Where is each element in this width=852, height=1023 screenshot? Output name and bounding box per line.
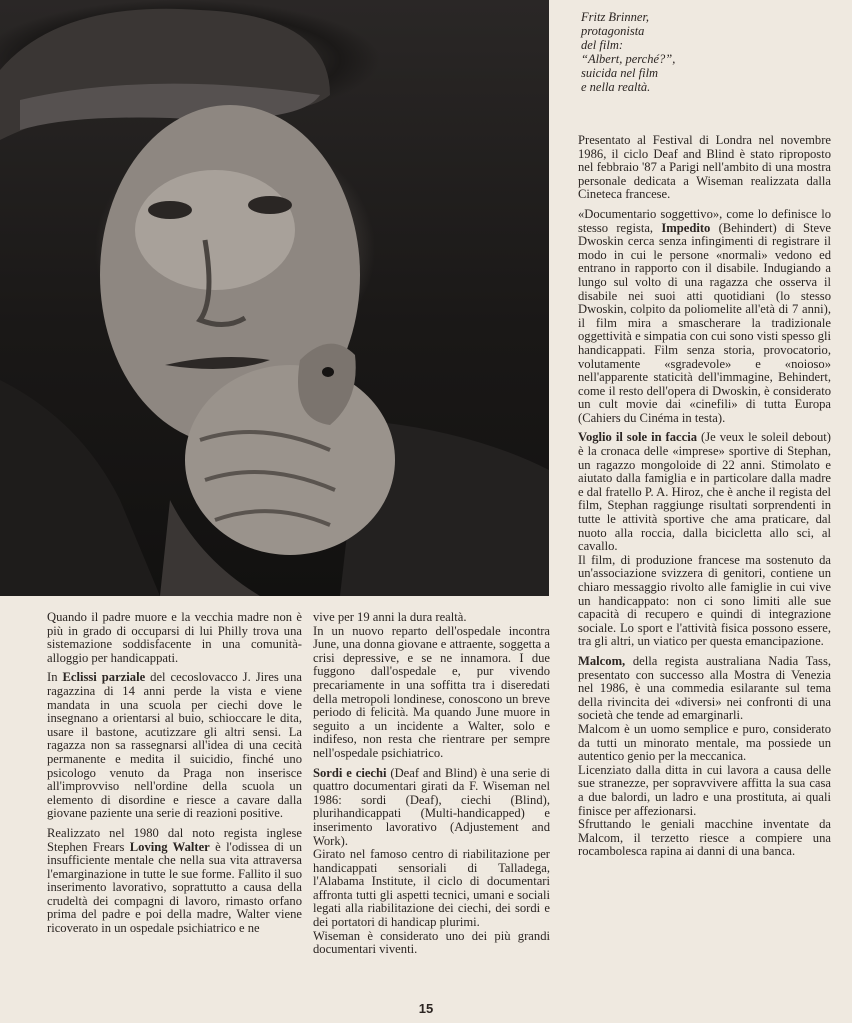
paragraph: Il film, di produzione francese ma sostenuto da un'associazione svizzera di genitori, contiene un chiaro messaggio rivolto alle famiglie in cui vive un handicappato: non ci sono limiti alle sue capacità di recupero e quindi di integrazione sociale. Lo sport e l'attività fisica possono essere, tra gli altri, un viatico per questa emancipazione. bbox=[578, 552, 831, 649]
paragraph: Malcom è un uomo semplice e puro, considerato da tutti un minorato mentale, ma possiede un autentico genio per la meccanica. bbox=[578, 721, 831, 764]
caption-line: del film: bbox=[581, 38, 624, 52]
caption-line: protagonista bbox=[581, 24, 645, 38]
portrait-photo bbox=[0, 0, 549, 596]
paragraph: In un nuovo reparto dell'ospedale incontra June, una donna giovane e attraente, soggetta a crisi depressive, e se ne innamora. I due fuggono dall'ospedale e, pur vivendo precariamente in una soffitta tra i diseredati della metropoli londinese, conoscono un breve periodo di felicità. Ma quando June muore in seguito a un incidente a Walter, solo e indifeso, non resta che rientrare per sempre nell'ospedale psichiatrico. bbox=[313, 623, 550, 760]
portrait-illustration bbox=[0, 0, 549, 596]
paragraph: Malcom, della regista australiana Nadia Tass, presentato con successo alla Mostra di Venezia nel 1986, è una commedia esilarante sul tema della rivincita dei «diversi» nei confronti di una società che tende ad emarginarli. bbox=[578, 653, 831, 723]
paragraph: Quando il padre muore e la vecchia madre non è più in grado di occuparsi di lui Philly trova una sistemazione soddisfacente in una comunità-alloggio per handicappati. bbox=[47, 610, 302, 665]
paragraph: vive per 19 anni la dura realtà. bbox=[313, 610, 467, 624]
caption-line: “Albert, perché?”, bbox=[581, 52, 676, 66]
film-title: Eclissi parziale bbox=[62, 670, 146, 685]
paragraph: Licenziato dalla ditta in cui lavora a causa delle sue stranezze, per sopravvivere affitta la sua casa a due balordi, un ladro e una prostituta, ai quali finisce per affezionarsi. bbox=[578, 762, 831, 818]
caption-line: suicida nel film bbox=[581, 66, 659, 80]
photo-caption bbox=[581, 10, 831, 94]
column-middle bbox=[313, 611, 550, 963]
paragraph: Sordi e ciechi (Deaf and Blind) è una serie di quattro documentari girati da F. Wiseman nel 1986: sordi (Deaf), ciechi (Blind), plurihandicappati (Multi-handicapped) e inserimento lavorativo (Adjustement and Work). bbox=[313, 765, 550, 848]
paragraph: Realizzato nel 1980 dal noto regista inglese Stephen Frears Loving Walter è l'odissea di un insufficiente mentale che nella sua vita attraversa l'emarginazione in tutte le sue forme. Fallito il suo inserimento lavorativo, soprattutto a causa della crudeltà dei compagni di lavoro, rimasto orfano prima del padre e poi della madre, Walter viene ricoverato in un ospedale psichiatrico e ne bbox=[47, 825, 303, 936]
paragraph: Wiseman è considerato uno dei più grandi documentari viventi. bbox=[313, 928, 550, 957]
film-title: Malcom, bbox=[578, 653, 626, 668]
column-left bbox=[47, 611, 302, 942]
page-number: 15 bbox=[418, 1001, 434, 1016]
paragraph: Presentato al Festival di Londra nel novembre 1986, il ciclo Deaf and Blind è stato riproposto nel febbraio '87 a Parigi nell'ambito di una mostra personale dedicata a Wiseman realizzata dalla Cineteca francese. bbox=[578, 133, 831, 202]
paragraph: Girato nel famoso centro di riabilitazione per handicappati sensoriali di Talladega, l'Alabama Institute, il ciclo di documentari affronta tutti gli aspetti tecnici, umani e sociali legati alla riabilitazione dei ciechi, dei sordi e dei portatori di handicap plurimi. bbox=[313, 847, 550, 930]
film-title: Sordi e ciechi bbox=[313, 765, 387, 780]
column-right bbox=[578, 134, 831, 865]
caption-line: Fritz Brinner, bbox=[581, 10, 650, 24]
paragraph: Voglio il sole in faccia (Je veux le soleil debout) è la cronaca delle «imprese» sportive di Stephan, un ragazzo mongoloide di 22 anni. Stimolato e aiutato dalla famiglia e in particolare dalla madre e dal fratello P. A. Hiroz, che è anche il regista del film, Stephan raggiunge risultati sorprendenti in tutte le attività sportive che ama praticare, dal nuoto alla roccia, dalla bicicletta allo sci, al cavallo. bbox=[578, 430, 831, 554]
caption-line: e nella realtà. bbox=[581, 80, 651, 94]
paragraph: Sfruttando le geniali macchine inventate da Malcom, il terzetto riesce a compiere una rocambolesca rapina ai danni di una banca. bbox=[578, 817, 831, 859]
paragraph: In Eclissi parziale del cecoslovacco J. Jires una ragazzina di 14 anni perde la vista e viene mandata in una scuola per ciechi dove le insegnano a orientarsi al buio, schioccare le dita, usare il bastone, acutizzare gli altri sensi. La ragazza non sa rassegnarsi all'idea di una cecità permanente e medita il suicidio, finché uno psicologo venuto da Praga non inserisce all'improvviso nell'ordine della scuola un elemento di disordine e riesce a cavare dalla giovane paziente una serie di reazioni positive. bbox=[47, 670, 302, 821]
film-title: Voglio il sole in faccia bbox=[578, 430, 698, 445]
film-title: Impedito bbox=[661, 220, 711, 235]
paragraph: «Documentario soggettivo», come lo definisce lo stesso regista, Impedito (Behindert) di Steve Dwoskin cerca senza infingimenti di registrare il modo in cui le persone «normali» vedono ed entrano in rapporto con il disabile. Indugiando a lungo sul volto di una ragazza che osserva il disabile nei suoi atti quotidiani (lo stesso Dwoskin, colpito da poliomelite all'età di 7 anni), il film mira a smascherare la tradizionale oggettività e simpatia con cui sono visti spesso gli handicappati. Film senza storia, provocatorio, volutamente «sgradevole» e «noioso» nell'apparente staticità dell'immagine, Behindert, come il resto dell'opera di Dwoskin, è considerato un cult movie dai «cinefili» di tutta Europa (Cahiers du Cinéma in testa). bbox=[578, 206, 831, 425]
film-title: Loving Walter bbox=[129, 839, 210, 854]
